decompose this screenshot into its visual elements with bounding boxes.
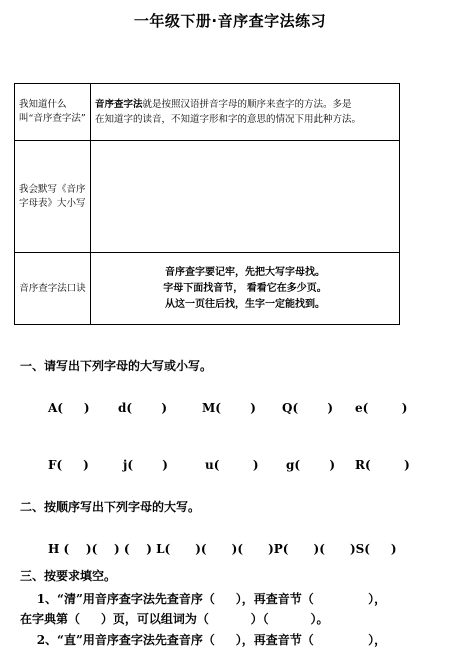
question2-line1[interactable]: 2、“直”用音序查字法先查音序（ ），再查音节（ ）， bbox=[20, 633, 387, 647]
rhyme-cell bbox=[91, 253, 400, 325]
section3-heading: 三、按要求填空。 bbox=[20, 569, 117, 583]
letter-blank[interactable]: j( ) bbox=[123, 458, 168, 472]
definition-text-b: 在知道字的读音，不知道字形和字的意思的情况下用此种方法。 bbox=[95, 114, 362, 125]
letter-blank[interactable]: F( ) bbox=[48, 458, 89, 472]
letter-blank[interactable]: Q( ) bbox=[282, 401, 334, 415]
definition-term: 音序查字法 bbox=[95, 99, 143, 110]
definition-cell bbox=[91, 84, 400, 141]
question1-line2[interactable]: 在字典第（ ）页，可以组词为（ ）（ ）。 bbox=[20, 612, 329, 626]
section2-heading: 二、按顺序写出下列字母的大写。 bbox=[20, 500, 201, 514]
row-label-rhyme: 音序查字法口诀 bbox=[15, 253, 91, 325]
alphabet-writing-area[interactable] bbox=[91, 141, 400, 253]
row-label-write-alphabet: 我会默写《音序字母表》大小写 bbox=[15, 141, 91, 253]
definition-text-a: 就是按照汉语拼音字母的顺序来查字的方法。多是 bbox=[142, 99, 352, 110]
letter-blank[interactable]: u( ) bbox=[205, 458, 259, 472]
rhyme-line: 音序查字要记牢，先把大写字母找。 bbox=[165, 266, 325, 278]
letter-blank[interactable]: g( ) bbox=[286, 458, 335, 472]
letter-blank[interactable]: d( ) bbox=[118, 401, 167, 415]
worksheet-title: 一年级下册·音序查字法练习 bbox=[133, 12, 327, 30]
row-label-what-is: 我知道什么叫“音序查字法” bbox=[15, 84, 91, 141]
info-table bbox=[14, 83, 400, 325]
rhyme-line: 字母下面找音节， 看看它在多少页。 bbox=[163, 282, 327, 294]
letter-blank[interactable]: M( ) bbox=[202, 401, 256, 415]
letter-blank[interactable]: A( ) bbox=[48, 401, 90, 415]
letter-blank[interactable]: R( ) bbox=[355, 458, 410, 472]
alphabet-sequence-blanks[interactable]: H ( )( ) ( ) L( )( )( )P( )( )S( ) bbox=[48, 542, 397, 556]
rhyme-line: 从这一页往后找，生字一定能找到。 bbox=[165, 298, 325, 310]
question1-line1[interactable]: 1、“清”用音序查字法先查音序（ ），再查音节（ ）， bbox=[20, 592, 387, 606]
letter-blank[interactable]: e( ) bbox=[355, 401, 408, 415]
section1-heading: 一、请写出下列字母的大写或小写。 bbox=[20, 359, 213, 373]
